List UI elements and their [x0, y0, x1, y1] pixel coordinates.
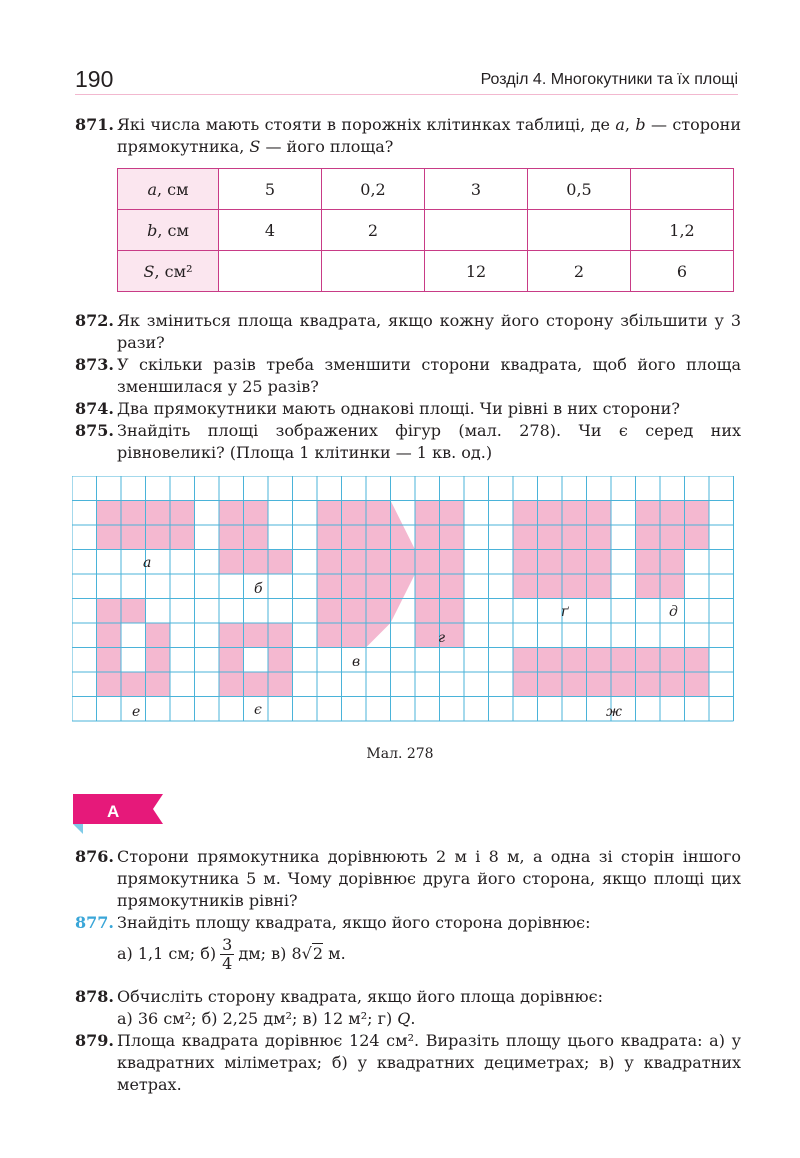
problem-text: Сторони прямокутника дорівнюють 2 м і 8 м, а одна зі сторін іншого прямокутника 5 м. Чому дорівнює друга його сторона, якщо площі цих прямокутників рівні?	[117, 847, 741, 910]
problem-text: Площа квадрата дорівнює 124 см². Виразіть площу цього квадрата: а) у квадратних міліметрах; б) у квадратних дециметрах; в) у квадратних метрах.	[117, 1031, 741, 1094]
table-cell: 5	[219, 169, 322, 210]
table-cell: 12	[425, 251, 528, 292]
shape-b	[219, 550, 293, 575]
table-cell: 3	[425, 169, 528, 210]
problem-number: 879.	[75, 1031, 114, 1050]
row-header: S, см²	[118, 251, 219, 292]
table-cell	[219, 251, 322, 292]
problem-text: У скільки разів треба зменшити сторони квадрата, щоб його площа зменшилася у 25 разів?	[117, 355, 741, 396]
problem-text: Як зміниться площа квадрата, якщо кожну його сторону збільшити у 3 рази?	[117, 311, 741, 352]
figure-label-g: ґ	[561, 604, 569, 620]
table-cell: 0,2	[322, 169, 425, 210]
problem-874	[75, 398, 741, 420]
problem-number: 875.	[75, 421, 114, 440]
problem-number: 874.	[75, 399, 114, 418]
section-label: А	[107, 802, 120, 821]
figure-278-grid	[72, 476, 738, 726]
row-header: a, см	[118, 169, 219, 210]
figure-label-b: б	[254, 581, 263, 597]
header-divider	[75, 94, 738, 95]
table-cell: 2	[528, 251, 631, 292]
problem-number: 878.	[75, 987, 114, 1006]
row-header: b, см	[118, 210, 219, 251]
figure-label-h: г	[438, 630, 446, 646]
figure-label-zh: ж	[606, 704, 622, 720]
table-cell	[631, 169, 734, 210]
problem-number: 877.	[75, 913, 114, 932]
table-cell	[528, 210, 631, 251]
answer-options: а) 1,1 см; б) $\frac{3}{4}$ дм; в) 8√2 м.	[117, 935, 346, 973]
table-row	[118, 251, 734, 292]
problem-text: Обчисліть сторону квадрата, якщо його площа дорівнює: а) 36 см²; б) 2,25 дм²; в) 12 м²; г) Q.	[117, 987, 603, 1028]
problem-873	[75, 354, 741, 398]
table-cell: 4	[219, 210, 322, 251]
figure-label-ye: є	[254, 702, 262, 718]
page-number: 190	[75, 66, 114, 92]
problem-text: Знайдіть площі зображених фігур (мал. 278). Чи є серед них рівновеликі? (Площа 1 клітинки — 1 кв. од.)	[117, 421, 741, 462]
table-row	[118, 169, 734, 210]
figure-label-v: в	[352, 654, 361, 670]
table-cell	[322, 251, 425, 292]
shape-ye-hole	[244, 648, 269, 673]
fraction: $\frac{3}{4}$	[222, 935, 233, 973]
problem-875	[75, 420, 741, 464]
problem-877-answers	[75, 936, 741, 973]
problem-number: 873.	[75, 355, 114, 374]
problem-number: 871.	[75, 115, 114, 134]
table-cell: 0,5	[528, 169, 631, 210]
table-cell: 1,2	[631, 210, 734, 251]
problem-878	[75, 986, 741, 1030]
figure-label-d: д	[669, 604, 678, 620]
figure-label-e: е	[132, 704, 141, 720]
problem-872	[75, 310, 741, 354]
problem-877	[75, 912, 741, 934]
table-cell: 2	[322, 210, 425, 251]
problem-number: 876.	[75, 847, 114, 866]
table-row	[118, 210, 734, 251]
problem-879	[75, 1030, 741, 1096]
problem-number: 872.	[75, 311, 114, 330]
badge-fold	[73, 824, 83, 834]
table-cell	[425, 210, 528, 251]
chapter-title: Розділ 4. Многокутники та їх площі	[480, 71, 738, 88]
table-cell: 6	[631, 251, 734, 292]
sides-area-table	[117, 168, 734, 292]
problem-text: Які числа мають стояти в порожніх клітинках таблиці, де a, b — сторони прямокутника, S — його площа?	[117, 115, 741, 156]
problem-871	[75, 114, 741, 158]
figure-label-a: а	[143, 555, 152, 571]
problem-text: Знайдіть площу квадрата, якщо його сторона дорівнює:	[117, 913, 591, 932]
problem-text: Два прямокутники мають однакові площі. Чи рівні в них сторони?	[117, 399, 680, 418]
figure-caption: Мал. 278	[366, 746, 434, 762]
problem-876	[75, 846, 741, 912]
